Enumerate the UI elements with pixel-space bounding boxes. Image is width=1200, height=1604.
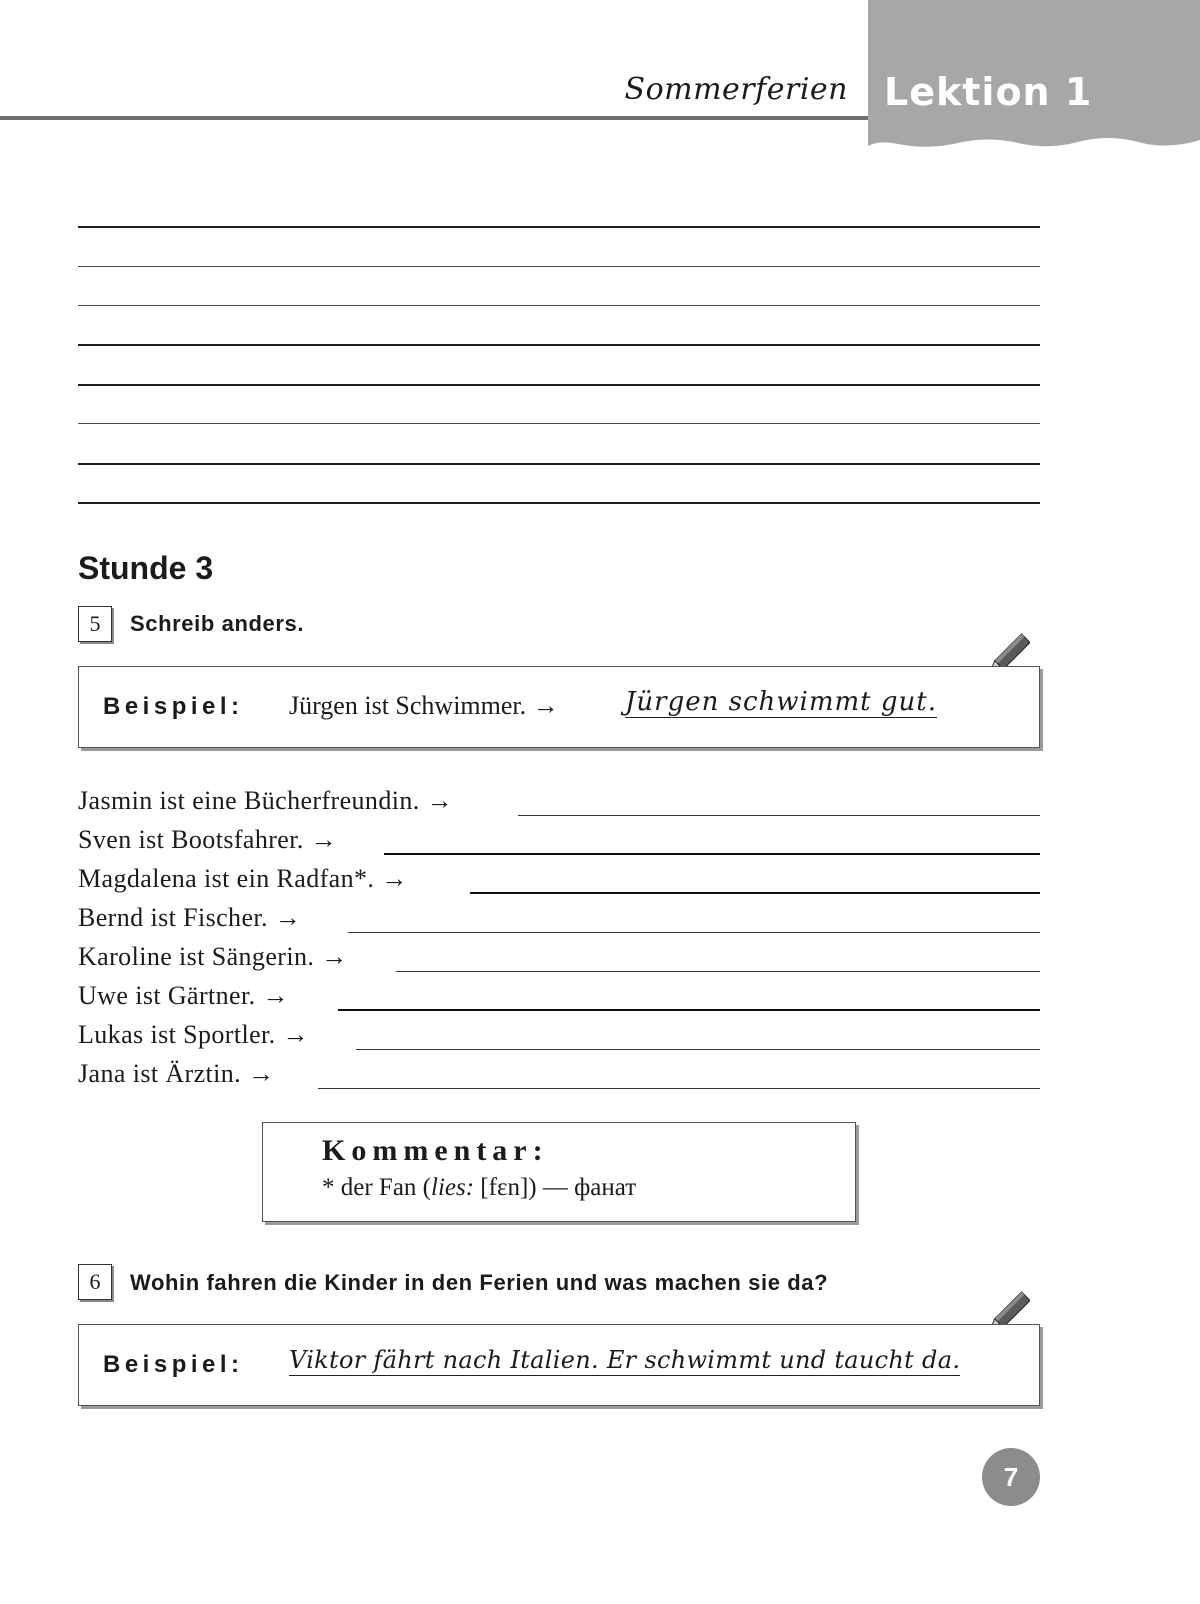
comment-lies: lies: (431, 1174, 475, 1201)
sentence-prompt: Sven ist Bootsfahrer. → (78, 825, 338, 854)
list-item (78, 942, 1040, 978)
sentence-prompt: Jasmin ist eine Bücherfreundin. → (78, 786, 453, 815)
answer-line[interactable] (396, 971, 1040, 972)
sentence-prompt: Uwe ist Gärtner. → (78, 981, 289, 1010)
example-prompt: Jürgen ist Schwimmer. → (289, 691, 559, 720)
comment-heading: Kommentar: (322, 1134, 549, 1167)
lesson-tab (868, 0, 1200, 152)
example-label: Beispiel: (103, 1351, 244, 1378)
header-rule (0, 116, 868, 120)
sentence-prompt: Jana ist Ärztin. → (78, 1059, 275, 1088)
writing-line[interactable] (78, 305, 1040, 306)
answer-line[interactable] (338, 1009, 1040, 1011)
answer-line[interactable] (384, 853, 1040, 855)
list-item (78, 903, 1040, 939)
writing-line[interactable] (78, 266, 1040, 267)
answer-line[interactable] (470, 892, 1040, 894)
sentence-prompt: Lukas ist Sportler. → (78, 1020, 309, 1049)
lesson-label: Lektion 1 (884, 70, 1093, 114)
answer-line[interactable] (518, 815, 1040, 816)
writing-line[interactable] (78, 423, 1040, 424)
example-answer: Jürgen schwimmt gut. (625, 687, 937, 717)
answer-line[interactable] (348, 932, 1040, 933)
list-item (78, 864, 1040, 900)
chapter-title: Sommerferien (624, 72, 848, 107)
comment-prefix: * der Fan ( (322, 1174, 431, 1201)
example-label: Beispiel: (103, 693, 244, 720)
comment-text (322, 1174, 636, 1202)
writing-line[interactable] (78, 226, 1040, 228)
list-item (78, 786, 1040, 822)
answer-line[interactable] (356, 1049, 1040, 1050)
writing-line[interactable] (78, 384, 1040, 386)
comment-suffix: [fɛn]) — фанат (474, 1174, 637, 1201)
example-box (78, 1324, 1040, 1406)
sentence-prompt: Magdalena ist ein Radfan*. → (78, 864, 408, 893)
section-title: Stunde 3 (78, 550, 214, 586)
writing-line[interactable] (78, 344, 1040, 346)
writing-line[interactable] (78, 502, 1040, 504)
example-answer: Viktor fährt nach Italien. Er schwimmt und taucht da. (289, 1346, 961, 1374)
exercise-task: Wohin fahren die Kinder in den Ferien und was machen sie da? (130, 1270, 829, 1295)
page-number: 7 (982, 1448, 1040, 1506)
list-item (78, 1020, 1040, 1056)
list-item (78, 1059, 1040, 1095)
example-box (78, 666, 1040, 748)
writing-line[interactable] (78, 463, 1040, 465)
sentence-prompt: Karoline ist Sängerin. → (78, 942, 348, 971)
answer-line[interactable] (318, 1088, 1040, 1089)
list-item (78, 981, 1040, 1017)
exercise-number: 5 (78, 606, 112, 642)
exercise-number: 6 (78, 1264, 112, 1300)
exercise-task: Schreib anders. (130, 611, 305, 636)
sentence-prompt: Bernd ist Fischer. → (78, 903, 302, 932)
list-item (78, 825, 1040, 861)
